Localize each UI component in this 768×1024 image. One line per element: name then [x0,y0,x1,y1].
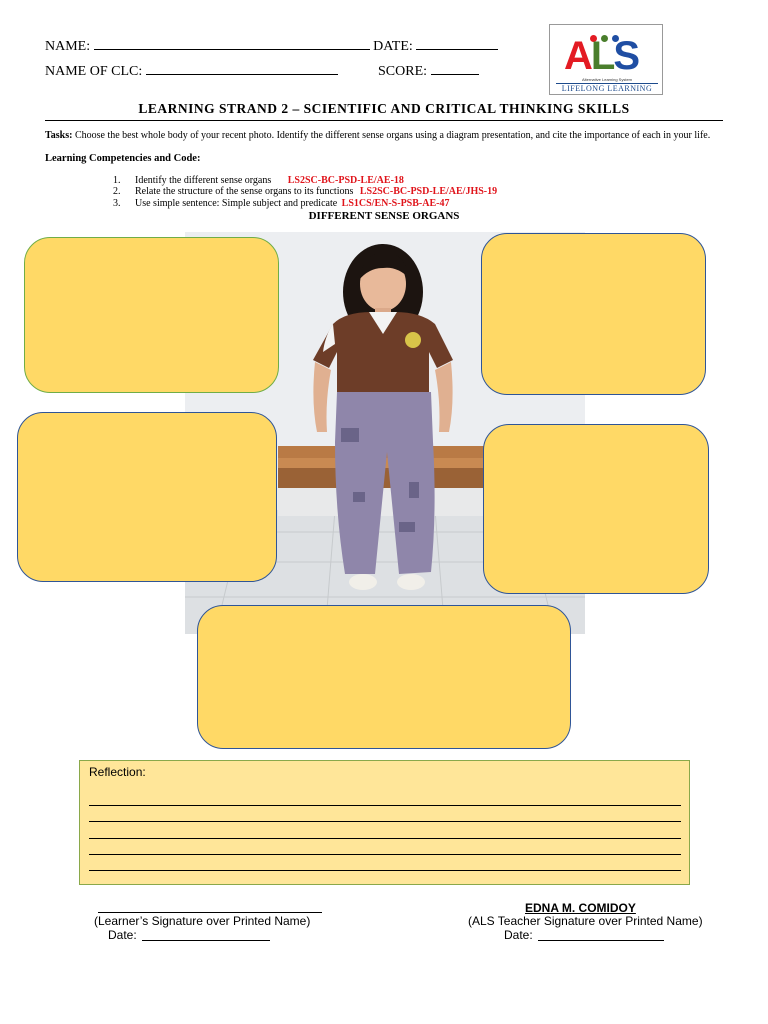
score-blank[interactable] [431,63,479,75]
learner-signature-line[interactable] [98,912,322,913]
tasks-paragraph [45,130,725,141]
name-label: NAME: [45,39,91,54]
sense-organ-box-3[interactable] [17,412,277,582]
logo-letter-s: S [613,34,639,78]
competency-text: Identify the different sense organs [135,175,272,186]
sense-organ-box-5[interactable] [197,605,571,749]
tasks-text: Choose the best whole body of your recent photo. Identify the different sense organs using a diagram presentation, and cite the importance of each in your life. [72,130,711,141]
sense-organ-box-2[interactable] [481,233,706,395]
reflection-label: Reflection: [89,765,146,779]
clc-label: NAME OF CLC: [45,64,143,79]
teacher-date-label: Date: [504,928,533,942]
reflection-line[interactable] [89,854,681,855]
reflection-line[interactable] [89,870,681,871]
competency-code: LS1CS/EN-S-PSB-AE-47 [341,198,450,209]
logo-letter-l: L [590,34,614,78]
competency-code: LS2SC-BC-PSD-LE/AE-18 [287,175,404,186]
clc-line [45,63,338,80]
sense-organ-box-4[interactable] [483,424,709,594]
competency-text: Relate the structure of the sense organs to its functions [135,186,354,197]
teacher-name: EDNA M. COMIDOY [525,901,636,915]
score-line [378,63,479,80]
strand-title: LEARNING STRAND 2 – SCIENTIFIC AND CRITICAL THINKING SKILLS [45,101,723,121]
competency-text: Use simple sentence: Simple subject and predicate [135,198,338,209]
competencies-heading: Learning Competencies and Code: [45,153,201,164]
competency-item [113,198,449,209]
competency-code: LS2SC-BC-PSD-LE/AE/JHS-19 [359,186,498,197]
sense-organ-box-1[interactable] [24,237,279,393]
logo-tagline: LIFELONG LEARNING [556,83,658,93]
reflection-line[interactable] [89,838,681,839]
logo-subtitle: Alternative Learning System [581,77,633,82]
name-line [45,38,498,55]
teacher-date-blank[interactable] [538,940,664,941]
learner-date-blank[interactable] [142,940,270,941]
tasks-label: Tasks: [45,130,73,141]
teacher-signature-caption: (ALS Teacher Signature over Printed Name) [468,914,703,928]
competency-item [113,175,404,186]
learner-signature-caption: (Learner’s Signature over Printed Name) [94,914,311,928]
name-blank[interactable] [94,38,370,50]
date-label: DATE: [373,39,413,54]
date-blank[interactable] [416,38,498,50]
score-label: SCORE: [378,64,428,79]
clc-blank[interactable] [146,63,338,75]
competency-number: 3. [113,198,121,209]
competency-item [113,186,497,197]
diagram-title: DIFFERENT SENSE ORGANS [308,210,460,222]
learner-date-label: Date: [108,928,137,942]
reflection-line[interactable] [89,805,681,806]
logo-letters [564,34,638,78]
competency-number: 1. [113,175,121,186]
competency-number: 2. [113,186,121,197]
logo-letter-a: A [564,34,591,78]
reflection-box[interactable] [79,760,690,885]
als-logo [549,24,663,95]
reflection-line[interactable] [89,821,681,822]
